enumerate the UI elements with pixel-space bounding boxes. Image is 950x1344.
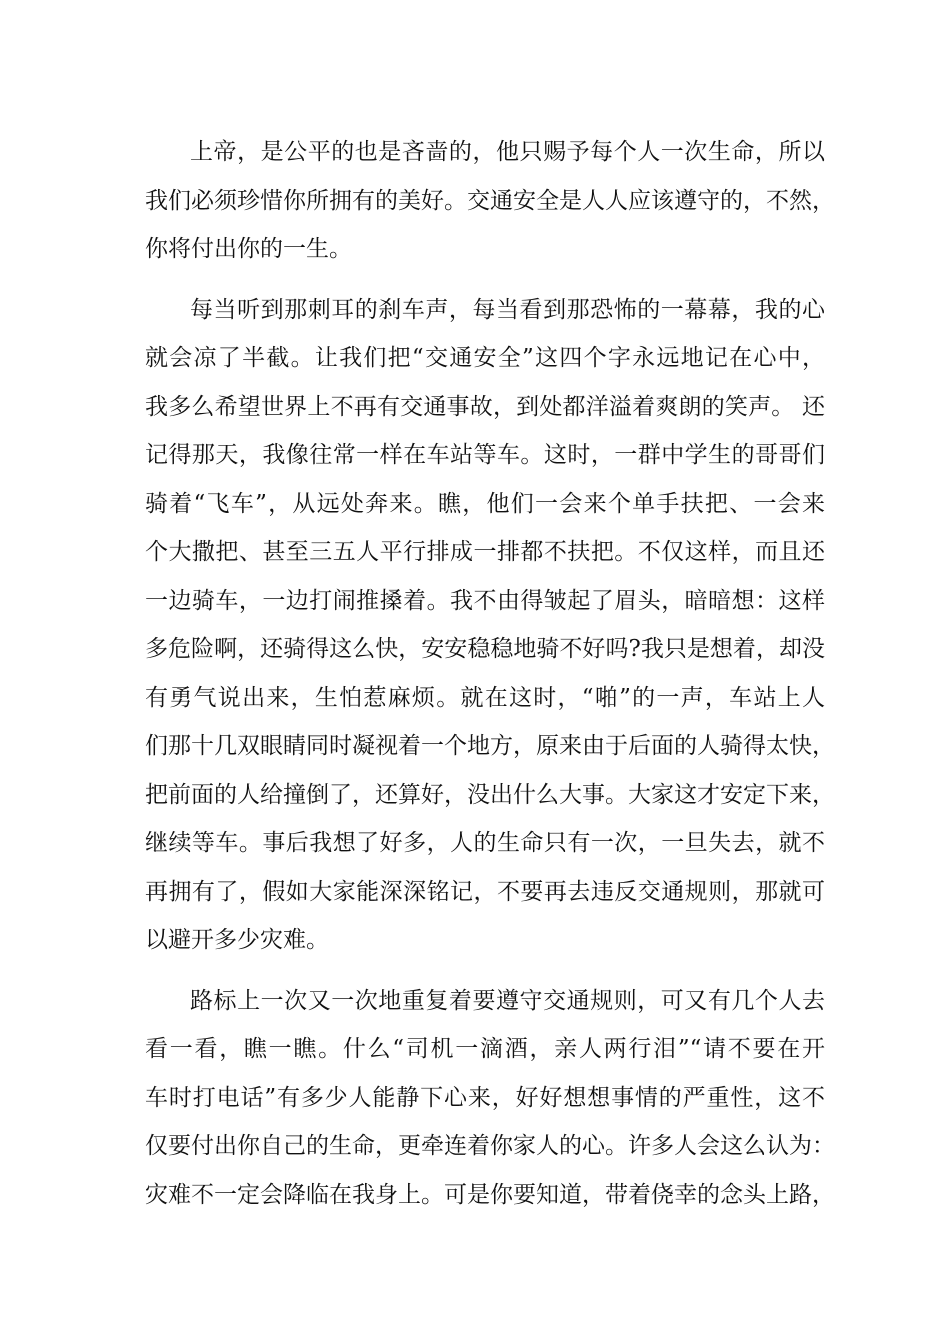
paragraph-1-line-2: 我们必须珍惜你所拥有的美好。交通安全是人人应该遵守的，不然， (145, 188, 835, 214)
paragraph-3-line-5: 灾难不一定会降临在我身上。可是你要知道，带着侥幸的念头上路， (145, 1182, 835, 1208)
paragraph-2-line-6: 个大撒把、甚至三五人平行排成一排都不扶把。不仅这样，而且还 (145, 539, 825, 565)
paragraph-2-line-11: 把前面的人给撞倒了，还算好，没出什么大事。大家这才安定下来， (145, 782, 835, 808)
paragraph-2-line-12: 继续等车。事后我想了好多，人的生命只有一次，一旦失去，就不 (145, 830, 825, 856)
paragraph-2-line-10: 们那十几双眼睛同时凝视着一个地方，原来由于后面的人骑得太快， (145, 733, 835, 759)
paragraph-2-line-9: 有勇气说出来，生怕惹麻烦。就在这时，“啪”的一声，车站上人 (145, 685, 825, 711)
paragraph-2-line-7: 一边骑车，一边打闹推搡着。我不由得皱起了眉头，暗暗想：这样 (145, 588, 825, 614)
paragraph-2-line-2: 就会凉了半截。让我们把“交通安全”这四个字永远地记在心中， (145, 345, 825, 371)
paragraph-3-line-3: 车时打电话”有多少人能静下心来，好好想想事情的严重性，这不 (145, 1085, 825, 1111)
paragraph-3-line-4: 仅要付出你自己的生命，更牵连着你家人的心。许多人会这么认为： (145, 1133, 835, 1159)
paragraph-2-line-8: 多危险啊，还骑得这么快，安安稳稳地骑不好吗?我只是想着，却没 (145, 636, 825, 662)
paragraph-1-line-3: 你将付出你的一生。 (145, 236, 352, 262)
paragraph-2-line-14: 以避开多少灾难。 (145, 927, 329, 953)
paragraph-2-line-1: 每当听到那刺耳的刹车声，每当看到那恐怖的一幕幕，我的心 (190, 297, 825, 323)
paragraph-2-line-4: 记得那天，我像往常一样在车站等车。这时，一群中学生的哥哥们 (145, 442, 825, 468)
paragraph-3-line-1: 路标上一次又一次地重复着要遵守交通规则，可又有几个人去 (190, 988, 825, 1014)
paragraph-1-line-1: 上帝，是公平的也是吝啬的，他只赐予每个人一次生命，所以 (190, 139, 825, 165)
paragraph-2-line-13: 再拥有了，假如大家能深深铭记，不要再去违反交通规则，那就可 (145, 879, 825, 905)
paragraph-3-line-2: 看一看，瞧一瞧。什么“司机一滴酒，亲人两行泪”“请不要在开 (145, 1036, 825, 1062)
paragraph-2-line-5: 骑着“飞车”，从远处奔来。瞧，他们一会来个单手扶把、一会来 (145, 491, 825, 517)
paragraph-2-line-3: 我多么希望世界上不再有交通事故，到处都洋溢着爽朗的笑声。 还 (145, 394, 825, 420)
